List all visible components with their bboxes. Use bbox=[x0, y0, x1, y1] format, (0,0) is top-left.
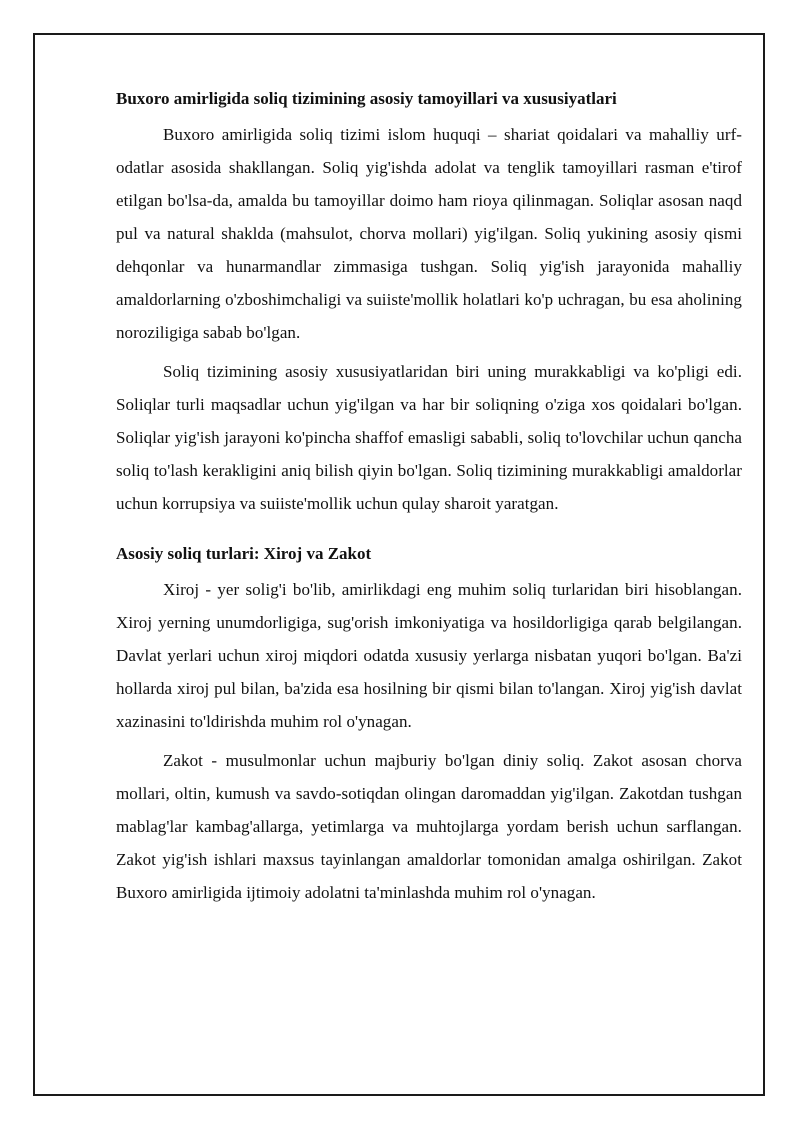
paragraph: Xiroj - yer solig'i bo'lib, amirlikdagi eng muhim soliq turlaridan biri hisoblangan. Xiroj yerning unumdorligiga, sug'orish imkoniyatiga va hosildorligiga qarab belgilangan. Davlat yerlari uchun xiroj miqdori odatda xususiy yerlarga nisbatan yuqori bo'lgan. Ba'zi hollarda xiroj pul bilan, ba'zida esa hosilning bir qismi bilan to'langan. Xiroj yig'ish davlat xazinasini to'ldirishda muhim rol o'ynagan. bbox=[116, 580, 742, 731]
paragraph: Buxoro amirligida soliq tizimi islom huquqi – shariat qoidalari va mahalliy urf-odatlar asosida shakllangan. Soliq yig'ishda adolat va tenglik tamoyillari rasman e'tirof etilgan bo'lsa-da, amalda bu tamoyillar doimo ham rioya qilinmagan. Soliqlar asosan naqd pul va natural shaklda (mahsulot, chorva mollari) yig'ilgan. Soliq yukining asosiy qismi dehqonlar va hunarmandlar zimmasiga tushgan. Soliq yig'ish jarayonida mahalliy amaldorlarning o'zboshimchaligi va suiiste'mollik holatlari ko'p uchragan, bu esa aholining noroziligiga sabab bo'lgan. bbox=[116, 125, 742, 342]
paragraph: Zakot - musulmonlar uchun majburiy bo'lgan diniy soliq. Zakot asosan chorva mollari, oltin, kumush va savdo-sotiqdan olingan daromaddan yig'ilgan. Zakotdan tushgan mablag'lar kambag'allarga, yetimlarga va muhtojlarga yordam berish uchun sarflangan. Zakot yig'ish ishlari maxsus tayinlangan amaldorlar tomonidan amalga oshirilgan. Zakot Buxoro amirligida ijtimoiy adolatni ta'minlashda muhim rol o'ynagan. bbox=[116, 751, 742, 902]
document-body bbox=[116, 86, 742, 915]
paragraph: Soliq tizimining asosiy xususiyatlaridan biri uning murakkabligi va ko'pligi edi. Soliqlar turli maqsadlar uchun yig'ilgan va har bir soliqning o'ziga xos qoidalari bo'lgan. Soliqlar yig'ish jarayoni ko'pincha shaffof emasligi sababli, soliq to'lovchilar uchun qancha soliq to'lash kerakligini aniq bilish qiyin bo'lgan. Soliq tizimining murakkabligi amaldorlar uchun korrupsiya va suiiste'mollik uchun qulay sharoit yaratgan. bbox=[116, 362, 742, 513]
section-heading-tax-types: Asosiy soliq turlari: Xiroj va Zakot bbox=[116, 544, 372, 563]
section-heading-principles: Buxoro amirligida soliq tizimining asosiy tamoyillari va xususiyatlari bbox=[116, 89, 617, 108]
